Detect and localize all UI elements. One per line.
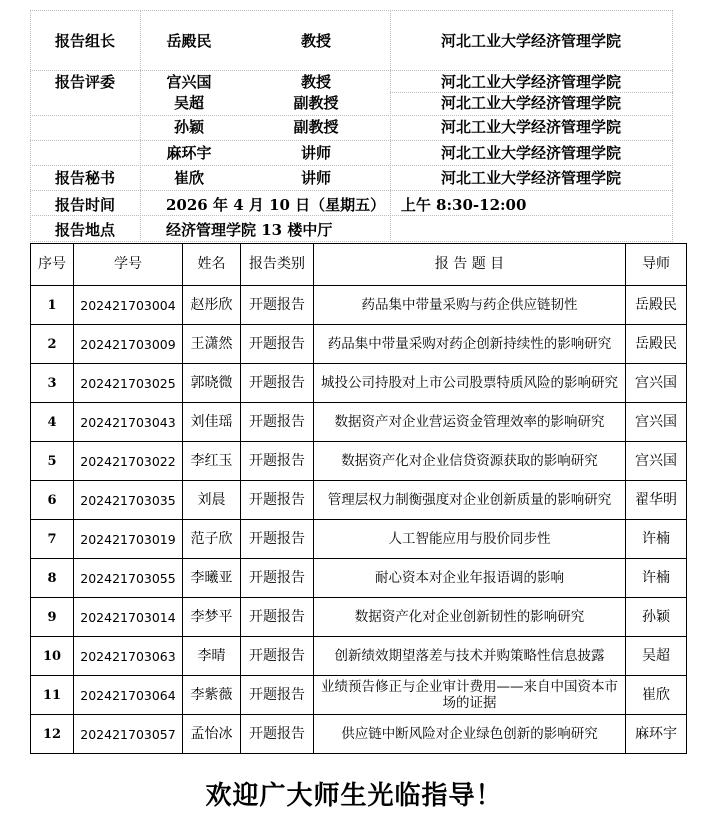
cell-no: 2	[31, 325, 74, 364]
cell-advisor: 宫兴国	[626, 403, 687, 442]
cell-id: 202421703025	[74, 364, 183, 403]
committee-info-grid	[30, 10, 673, 242]
header-student-id: 学号	[74, 244, 183, 286]
cell-type: 开题报告	[241, 286, 314, 325]
cell-name: 李曦亚	[183, 559, 241, 598]
cell-no: 6	[31, 481, 74, 520]
secretary-unit: 河北工业大学经济管理学院	[440, 169, 622, 187]
cell-topic: 数据资产对企业营运资金管理效率的影响研究	[314, 403, 626, 442]
grid-line	[30, 70, 673, 71]
cell-type: 开题报告	[241, 676, 314, 715]
leader-name: 岳殿民	[166, 32, 212, 50]
cell-type: 开题报告	[241, 403, 314, 442]
cell-type: 开题报告	[241, 637, 314, 676]
cell-no: 11	[31, 676, 74, 715]
cell-id: 202421703035	[74, 481, 183, 520]
cell-name: 王潇然	[183, 325, 241, 364]
cell-advisor: 麻环宇	[626, 715, 687, 754]
time-value: 2026 年 4 月 10 日（星期五） 上午 8:30-12:00	[166, 196, 527, 214]
cell-topic: 创新绩效期望落差与技术并购策略性信息披露	[314, 637, 626, 676]
table-row	[31, 403, 687, 442]
header-no: 序号	[31, 244, 74, 286]
cell-topic: 人工智能应用与股价同步性	[314, 520, 626, 559]
cell-advisor: 吴超	[626, 637, 687, 676]
grid-line	[30, 115, 673, 116]
table-row	[31, 598, 687, 637]
grid-line	[390, 92, 673, 93]
cell-topic: 业绩预告修正与企业审计费用——来自中国资本市场的证据	[314, 676, 626, 715]
table-row	[31, 442, 687, 481]
grid-line	[30, 190, 673, 191]
location-label: 报告地点	[54, 221, 116, 239]
header-topic: 报 告 题 目	[314, 244, 626, 286]
cell-advisor: 许楠	[626, 520, 687, 559]
committee-title: 副教授	[293, 94, 339, 112]
table-row	[31, 715, 687, 754]
table-row	[31, 286, 687, 325]
committee-name: 麻环宇	[166, 144, 212, 162]
table-row	[31, 559, 687, 598]
cell-advisor: 翟华明	[626, 481, 687, 520]
cell-id: 202421703064	[74, 676, 183, 715]
table-row	[31, 520, 687, 559]
header-advisor: 导师	[626, 244, 687, 286]
cell-name: 李晴	[183, 637, 241, 676]
cell-no: 5	[31, 442, 74, 481]
cell-topic: 药品集中带量采购与药企供应链韧性	[314, 286, 626, 325]
cell-topic: 城投公司持股对上市公司股票特质风险的影响研究	[314, 364, 626, 403]
cell-advisor: 宫兴国	[626, 442, 687, 481]
cell-type: 开题报告	[241, 364, 314, 403]
cell-name: 李红玉	[183, 442, 241, 481]
table-header-row	[31, 244, 687, 286]
cell-topic: 耐心资本对企业年报语调的影响	[314, 559, 626, 598]
cell-id: 202421703009	[74, 325, 183, 364]
cell-no: 8	[31, 559, 74, 598]
table-row	[31, 364, 687, 403]
secretary-title: 讲师	[300, 169, 332, 187]
cell-name: 郭晓微	[183, 364, 241, 403]
time-label: 报告时间	[54, 196, 116, 214]
cell-advisor: 崔欣	[626, 676, 687, 715]
cell-id: 202421703014	[74, 598, 183, 637]
cell-type: 开题报告	[241, 442, 314, 481]
cell-id: 202421703063	[74, 637, 183, 676]
cell-topic: 管理层权力制衡强度对企业创新质量的影响研究	[314, 481, 626, 520]
cell-advisor: 岳殿民	[626, 286, 687, 325]
cell-type: 开题报告	[241, 325, 314, 364]
cell-no: 4	[31, 403, 74, 442]
committee-title: 讲师	[300, 144, 332, 162]
committee-name: 宫兴国	[166, 73, 212, 91]
cell-name: 范子欣	[183, 520, 241, 559]
cell-type: 开题报告	[241, 559, 314, 598]
committee-unit: 河北工业大学经济管理学院	[440, 118, 622, 136]
grid-line	[30, 241, 673, 242]
cell-type: 开题报告	[241, 598, 314, 637]
cell-advisor: 孙颖	[626, 598, 687, 637]
leader-label: 报告组长	[54, 32, 116, 50]
table-row	[31, 637, 687, 676]
welcome-footer: 欢迎广大师生光临指导！	[205, 781, 503, 811]
table-row	[31, 481, 687, 520]
cell-name: 李梦平	[183, 598, 241, 637]
secretary-name: 崔欣	[173, 169, 205, 187]
cell-name: 李紫薇	[183, 676, 241, 715]
committee-title: 教授	[300, 73, 332, 91]
cell-id: 202421703004	[74, 286, 183, 325]
cell-advisor: 宫兴国	[626, 364, 687, 403]
committee-name: 孙颖	[173, 118, 205, 136]
cell-advisor: 许楠	[626, 559, 687, 598]
cell-type: 开题报告	[241, 520, 314, 559]
cell-no: 10	[31, 637, 74, 676]
cell-id: 202421703055	[74, 559, 183, 598]
grid-line	[30, 10, 673, 11]
cell-type: 开题报告	[241, 481, 314, 520]
grid-line	[140, 10, 141, 242]
cell-no: 12	[31, 715, 74, 754]
cell-id: 202421703019	[74, 520, 183, 559]
cell-name: 刘晨	[183, 481, 241, 520]
table-row	[31, 325, 687, 364]
cell-topic: 供应链中断风险对企业绿色创新的影响研究	[314, 715, 626, 754]
location-value: 经济管理学院 13 楼中厅	[166, 221, 333, 239]
committee-name: 吴超	[173, 94, 205, 112]
cell-no: 7	[31, 520, 74, 559]
schedule-table	[30, 243, 687, 754]
grid-line	[672, 10, 673, 242]
grid-line	[30, 140, 673, 141]
cell-no: 3	[31, 364, 74, 403]
cell-name: 赵彤欣	[183, 286, 241, 325]
secretary-label: 报告秘书	[54, 169, 116, 187]
committee-unit: 河北工业大学经济管理学院	[440, 94, 622, 112]
cell-topic: 药品集中带量采购对药企创新持续性的影响研究	[314, 325, 626, 364]
cell-id: 202421703057	[74, 715, 183, 754]
committee-title: 副教授	[293, 118, 339, 136]
committee-unit: 河北工业大学经济管理学院	[440, 73, 622, 91]
cell-id: 202421703022	[74, 442, 183, 481]
grid-line	[30, 10, 31, 242]
cell-no: 1	[31, 286, 74, 325]
header-name: 姓名	[183, 244, 241, 286]
cell-name: 孟怡冰	[183, 715, 241, 754]
cell-type: 开题报告	[241, 715, 314, 754]
committee-unit: 河北工业大学经济管理学院	[440, 144, 622, 162]
cell-advisor: 岳殿民	[626, 325, 687, 364]
header-type: 报告类别	[241, 244, 314, 286]
leader-unit: 河北工业大学经济管理学院	[440, 32, 622, 50]
cell-topic: 数据资产化对企业信贷资源获取的影响研究	[314, 442, 626, 481]
grid-line	[30, 215, 673, 216]
leader-title: 教授	[300, 32, 332, 50]
cell-topic: 数据资产化对企业创新韧性的影响研究	[314, 598, 626, 637]
cell-id: 202421703043	[74, 403, 183, 442]
grid-line	[30, 165, 673, 166]
table-row	[31, 676, 687, 715]
cell-name: 刘佳瑶	[183, 403, 241, 442]
cell-no: 9	[31, 598, 74, 637]
committee-label: 报告评委	[54, 73, 116, 91]
